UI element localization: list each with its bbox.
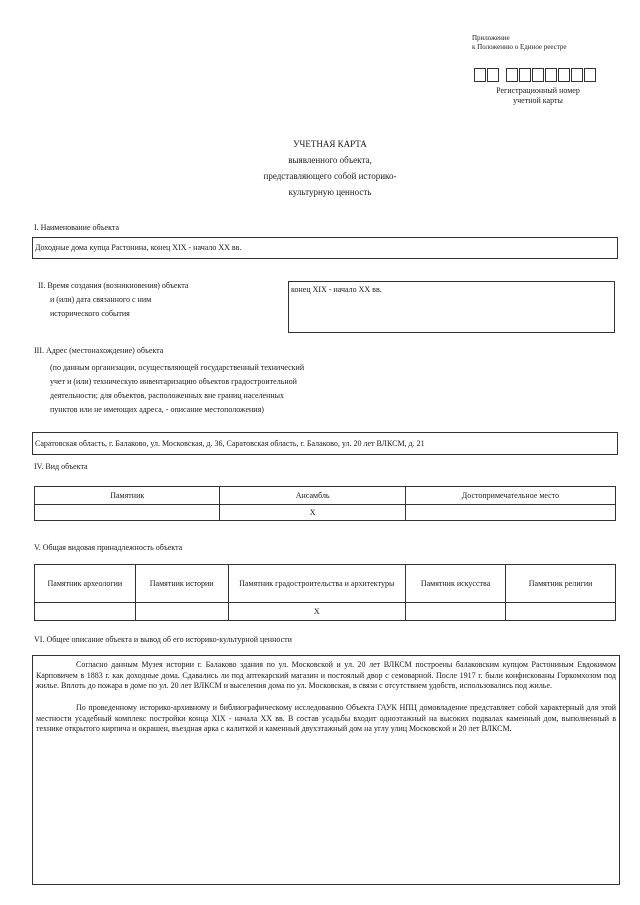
section-5-mark-archaeology xyxy=(35,603,136,621)
appendix-note xyxy=(472,34,567,52)
title-line-4: культурную ценность xyxy=(288,187,372,197)
section-5-col-religion: Памятник религии xyxy=(506,565,616,603)
reg-cell xyxy=(474,68,486,82)
section-2-heading-line-2: и (или) дата связанного с ним xyxy=(50,295,152,304)
reg-cell xyxy=(584,68,596,82)
section-4-mark-landmark xyxy=(405,505,615,521)
section-3-note xyxy=(50,361,304,417)
section-6-paragraph-1: Согласно данным Музея истории г. Балаково здания по ул. Московской и ул. 20 лет ВЛКСМ построены балаковским купцом Растониным Евдокимом Карповичем в 1883 г. как доходные дома. Сдавались ли под аптекарский магазин и постоялый двор с семоварной. После 1917 г. были конфискованы Горкомхозом под жилье. Вплоть до пожара в доме по ул. 20 лет ВЛКСМ и выселения дома по ул. Московская, в связи с отсутствием удобств, использовались под жилье. xyxy=(36,660,616,690)
section-5-col-architecture: Памятник градостроительства и архитектуры xyxy=(228,565,405,603)
section-1-field xyxy=(32,237,618,259)
section-5-mark-architecture: X xyxy=(228,603,405,621)
section-2-heading-line-3: исторического события xyxy=(50,309,130,318)
section-4-col-ensemble: Ансамбль xyxy=(220,487,405,505)
registration-label-line-2: учетной карты xyxy=(513,96,563,105)
section-5-col-art: Памятник искусства xyxy=(405,565,505,603)
page-title xyxy=(180,138,480,199)
section-4-col-monument: Памятник xyxy=(35,487,220,505)
section-3-note-line-4: пунктов или не имеющих адреса, - описание местоположения) xyxy=(50,405,264,414)
section-4-col-landmark: Достопримечательное место xyxy=(405,487,615,505)
section-6-paragraph-2: По проведенному историко-архивному и библиографическому исследованию Объекта ГАУК НПЦ домовладение представляет собой характерный для этой местности усадебный комплекс постройки конца XIX - начала XX вв. В состав усадьбы входит одноэтажный на высоких подвалах каменный дом, выполненный в технике открытого кирпича и окрашен, въездная арка с калиткой и каменный двухэтажный дом на углу улиц Московской и 20 лет ВЛКСМ. xyxy=(36,703,616,733)
registration-label-line-1: Регистрационный номер xyxy=(496,86,580,95)
reg-cell xyxy=(506,68,518,82)
section-5-table xyxy=(34,564,616,621)
section-5-mark-religion xyxy=(506,603,616,621)
section-4-table xyxy=(34,486,616,521)
reg-cell xyxy=(571,68,583,82)
section-3-note-line-3: деятельности; для объектов, расположенных вне границ населенных xyxy=(50,391,285,400)
title-line-3: представляющего собой историко- xyxy=(263,171,397,181)
registration-label xyxy=(478,86,598,106)
section-3-note-line-2: учет и (или) техническую инвентаризацию объектов градостроительной xyxy=(50,377,297,386)
section-2-heading xyxy=(38,281,188,319)
section-1-value: Доходные дома купца Растонина, конец XIX - начало XX вв. xyxy=(35,243,242,252)
section-1-heading: I. Наименование объекта xyxy=(34,223,119,232)
registration-number-cells xyxy=(474,68,597,82)
section-5-mark-history xyxy=(135,603,228,621)
section-3-note-line-1: (по данным организации, осуществляющей государственный технический xyxy=(50,363,305,372)
title-line-2: выявленного объекта, xyxy=(288,155,372,165)
section-3-heading: III. Адрес (местонахождение) объекта xyxy=(34,346,164,355)
reg-cell xyxy=(532,68,544,82)
reg-cell xyxy=(545,68,557,82)
section-5-mark-art xyxy=(405,603,505,621)
reg-cell xyxy=(487,68,499,82)
reg-cell xyxy=(519,68,531,82)
section-5-col-archaeology: Памятник археологии xyxy=(35,565,136,603)
section-2-heading-line-1: II. Время создания (возникновения) объекта xyxy=(38,281,189,290)
appendix-line-2: к Положению о Единое реестре xyxy=(472,43,567,51)
appendix-line-1: Приложение xyxy=(472,34,510,42)
section-5-col-history: Памятник истории xyxy=(135,565,228,603)
section-5-heading: V. Общая видовая принадлежность объекта xyxy=(34,543,183,552)
reg-cell xyxy=(558,68,570,82)
title-line-1: УЧЕТНАЯ КАРТА xyxy=(293,139,367,149)
section-2-value: конец XIX - начало XX вв. xyxy=(291,285,382,294)
section-3-field xyxy=(32,432,618,455)
section-4-mark-monument xyxy=(35,505,220,521)
section-6-heading: VI. Общее описание объекта и вывод об его историко-культурной ценности xyxy=(34,635,292,644)
section-4-mark-ensemble: X xyxy=(220,505,405,521)
section-4-heading: IV. Вид объекта xyxy=(34,462,88,471)
section-2-field xyxy=(288,281,615,333)
section-3-value: Саратовская область, г. Балаково, ул. Московская, д. 36, Саратовская область, г. Балаково, ул. 20 лет ВЛКСМ, д. 21 xyxy=(35,439,425,448)
